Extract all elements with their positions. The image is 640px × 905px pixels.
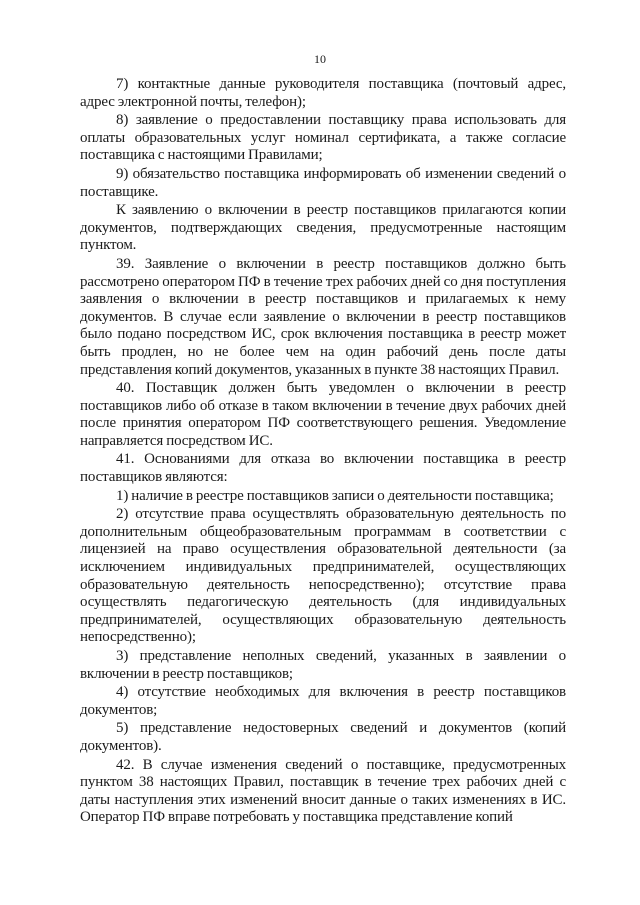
paragraph-reason-5: 5) представление недостоверных сведений и документов (копий документов). — [80, 720, 566, 754]
paragraph-clause-42: 42. В случае изменения сведений о поставщике, предусмотренных пунктом 38 настоящих Правил, поставщик в течение трех рабочих дней с даты наступления этих изменений вносит данные о таких изменениях в ИС. Оператор ПФ вправе потребовать у поставщика представление копий — [80, 756, 566, 826]
paragraph-reason-3: 3) представление неполных сведений, указанных в заявлении о включении в реестр поставщиков; — [80, 648, 566, 682]
paragraph-item-9: 9) обязательство поставщика информировать об изменении сведений о поставщике. — [80, 165, 566, 200]
page-number: 10 — [314, 52, 326, 66]
paragraph-clause-40: 40. Поставщик должен быть уведомлен о включении в реестр поставщиков либо об отказе в таком включении в течение двух рабочих дней после принятия оператором ПФ соответствующего решения. Уведомление направляется посредством ИС. — [80, 380, 566, 449]
paragraph-item-8: 8) заявление о предоставлении поставщику права использовать для оплаты образовательных услуг номинал сертификата, а также согласие поставщика с настоящими Правилами; — [80, 112, 566, 164]
paragraph-reason-1: 1) наличие в реестре поставщиков записи о деятельности поставщика; — [116, 487, 554, 504]
paragraph-reason-2: 2) отсутствие права осуществлять образовательную деятельность по дополнительным общеобразовательным программам в соответствии с лицензией на право осуществления образовательной деятельности (за исключением индивидуальных предпринимателей, осуществляющих образовательную деятельность непосредственно); отсутствие права осуществлять педагогическую деятельность (для индивидуальных предпринимателей, осуществляющих образовательную деятельность непосредственно); — [80, 506, 566, 646]
paragraph-clause-39: 39. Заявление о включении в реестр поставщиков должно быть рассмотрено оператором ПФ в течение трех рабочих дней со дня поступления заявления о включении в реестр поставщиков и прилагаемых к нему документов. В случае если заявление о включении в реестр поставщиков было подано посредством ИС, срок включения поставщика в реестр может быть продлен, но не более чем на один рабочий день после даты представления копий документов, указанных в пункте 38 настоящих Правил. — [80, 255, 566, 378]
document-body — [80, 76, 566, 827]
paragraph-clause-41: 41. Основаниями для отказа во включении поставщика в реестр поставщиков являются: — [80, 451, 566, 486]
paragraph-reason-4: 4) отсутствие необходимых для включения в реестр поставщиков документов; — [80, 684, 566, 718]
paragraph-attachments: К заявлению о включении в реестр поставщиков прилагаются копии документов, подтверждающих сведения, предусмотренные настоящим пунктом. — [80, 202, 566, 254]
paragraph-item-7: 7) контактные данные руководителя поставщика (почтовый адрес, адрес электронной почты, телефон); — [80, 76, 566, 110]
